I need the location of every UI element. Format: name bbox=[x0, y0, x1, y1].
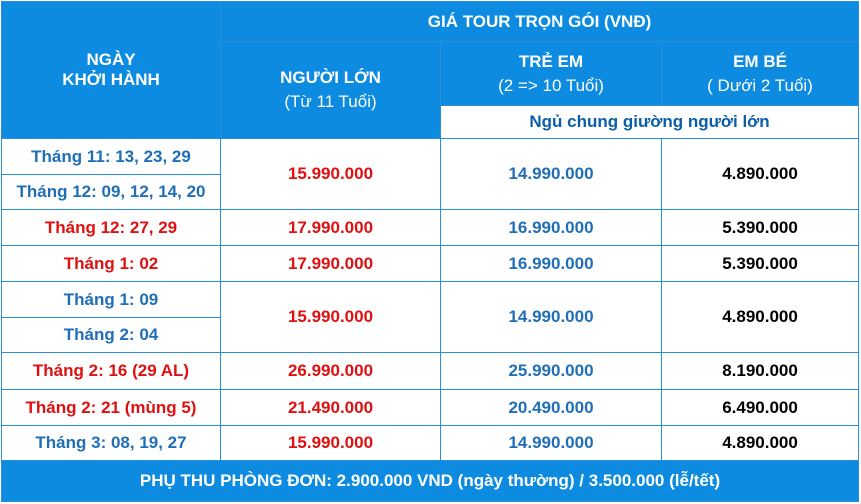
adult-price: 21.490.000 bbox=[221, 390, 441, 426]
child-header-age: (2 => 10 Tuổi) bbox=[498, 75, 604, 95]
departure-date: Tháng 3: 08, 19, 27 bbox=[2, 426, 221, 461]
baby-header bbox=[662, 42, 859, 106]
adult-header-title: NGƯỜI LỚN bbox=[280, 68, 381, 87]
baby-price: 4.890.000 bbox=[662, 426, 859, 461]
child-price: 16.990.000 bbox=[441, 246, 662, 282]
departure-date: Tháng 2: 04 bbox=[2, 318, 221, 353]
departure-date-header-line2: KHỞI HÀNH bbox=[62, 70, 160, 89]
baby-price: 4.890.000 bbox=[662, 282, 859, 353]
package-price-header: GIÁ TOUR TRỌN GÓI (VNĐ) bbox=[221, 2, 859, 42]
adult-price: 17.990.000 bbox=[221, 246, 441, 282]
tour-price-table bbox=[1, 1, 859, 502]
adult-price: 15.990.000 bbox=[221, 426, 441, 461]
child-price: 25.990.000 bbox=[441, 353, 662, 390]
child-price: 16.990.000 bbox=[441, 210, 662, 246]
baby-price: 6.490.000 bbox=[662, 390, 859, 426]
baby-price: 4.890.000 bbox=[662, 139, 859, 210]
departure-date: Tháng 12: 27, 29 bbox=[2, 210, 221, 246]
adult-price: 26.990.000 bbox=[221, 353, 441, 390]
child-price: 20.490.000 bbox=[441, 390, 662, 426]
adult-price: 17.990.000 bbox=[221, 210, 441, 246]
baby-price: 5.390.000 bbox=[662, 210, 859, 246]
departure-date: Tháng 1: 09 bbox=[2, 282, 221, 318]
child-price: 14.990.000 bbox=[441, 282, 662, 353]
adult-price: 15.990.000 bbox=[221, 282, 441, 353]
departure-date-header bbox=[2, 2, 221, 139]
child-header-title: TRẺ EM bbox=[518, 51, 584, 71]
adult-header-age: (Từ 11 Tuổi) bbox=[284, 92, 377, 111]
departure-date: Tháng 11: 13, 23, 29 bbox=[2, 139, 221, 175]
single-room-surcharge: PHỤ THU PHÒNG ĐƠN: 2.900.000 VND (ngày thường) / 3.500.000 (lễ/tết) bbox=[2, 461, 859, 502]
baby-header-title: EM BÉ bbox=[733, 51, 787, 71]
child-price: 14.990.000 bbox=[441, 426, 662, 461]
baby-price: 5.390.000 bbox=[662, 246, 859, 282]
baby-price: 8.190.000 bbox=[662, 353, 859, 390]
departure-date-header-line1: NGÀY bbox=[86, 50, 136, 69]
child-header bbox=[441, 42, 662, 106]
adult-price: 15.990.000 bbox=[221, 139, 441, 210]
shared-bed-note: Ngủ chung giường người lớn bbox=[441, 106, 859, 139]
baby-header-age: ( Dưới 2 Tuổi) bbox=[707, 75, 813, 95]
departure-date: Tháng 2: 21 (mùng 5) bbox=[2, 390, 221, 426]
adult-header bbox=[221, 42, 441, 139]
child-price: 14.990.000 bbox=[441, 139, 662, 210]
departure-date: Tháng 2: 16 (29 AL) bbox=[2, 353, 221, 390]
departure-date: Tháng 12: 09, 12, 14, 20 bbox=[2, 175, 221, 210]
departure-date: Tháng 1: 02 bbox=[2, 246, 221, 282]
